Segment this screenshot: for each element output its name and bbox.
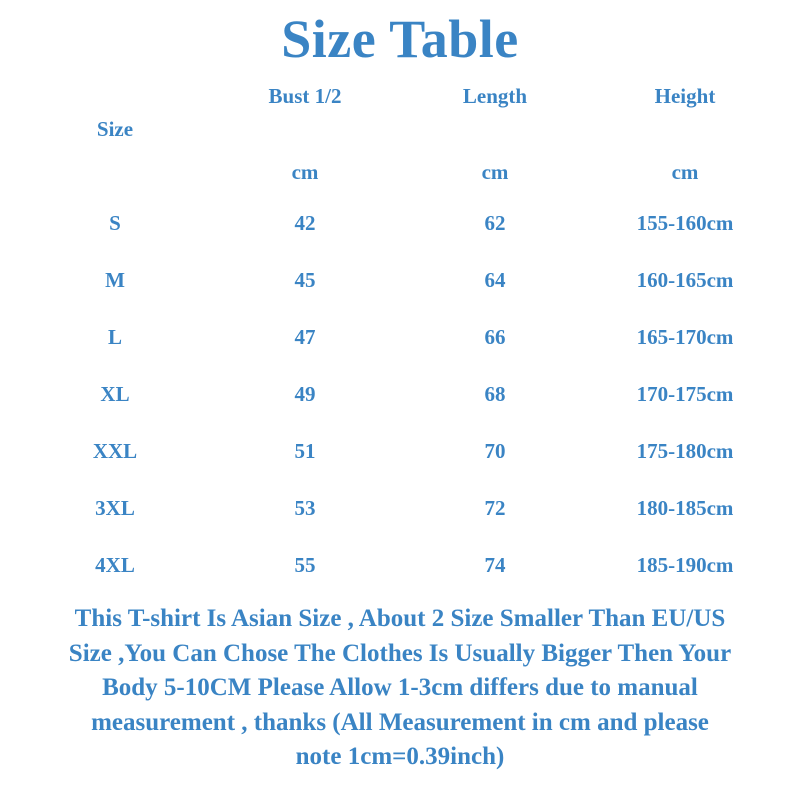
table-row: [20, 480, 780, 537]
note-line-3: Body 5-10CM Please Allow 1-3cm differs due to manual: [102, 674, 698, 702]
cell-bust: 55: [294, 553, 316, 578]
size-chart-page: [0, 10, 800, 810]
cell-length: 74: [484, 553, 506, 578]
note-line-5: note 1cm=0.39inch): [295, 743, 505, 771]
cell-size: XXL: [92, 439, 138, 464]
cell-height: 170-175cm: [636, 382, 734, 407]
header-cell-length: Length: [462, 84, 528, 109]
cell-bust: 51: [294, 439, 316, 464]
cell-length: 62: [484, 211, 506, 236]
table-row: [20, 366, 780, 423]
cell-height: 165-170cm: [636, 325, 734, 350]
cell-size: 4XL: [95, 553, 135, 578]
unit-cell-bust: cm: [291, 159, 319, 184]
table-header-row: [20, 75, 780, 109]
cell-bust: 45: [294, 268, 316, 293]
header-cell-spacer: [20, 75, 210, 109]
cell-size: XL: [100, 382, 130, 407]
cell-size: S: [109, 211, 121, 236]
table-size-label-row: [20, 109, 780, 149]
cell-bust: 42: [294, 211, 316, 236]
table-row: [20, 195, 780, 252]
cell-height: 175-180cm: [636, 439, 734, 464]
note-line-4: measurement , thanks (All Measurement in cm and please: [91, 708, 709, 736]
header-cell-bust: Bust 1/2: [268, 84, 342, 109]
cell-size: M: [105, 268, 125, 293]
cell-size: 3XL: [95, 496, 135, 521]
cell-size: L: [107, 325, 122, 350]
cell-length: 68: [484, 382, 506, 407]
note-line-2: Size ,You Can Chose The Clothes Is Usually Bigger Then Your: [68, 639, 732, 667]
table-row: [20, 252, 780, 309]
table-row: [20, 309, 780, 366]
cell-length: 66: [484, 325, 506, 350]
cell-height: 155-160cm: [636, 211, 734, 236]
unit-cell-length: cm: [481, 159, 509, 184]
note-line-1: This T-shirt Is Asian Size , About 2 Size Smaller Than EU/US: [74, 605, 726, 633]
cell-length: 72: [484, 496, 506, 521]
unit-cell-height: cm: [671, 159, 699, 184]
size-table: [20, 75, 780, 594]
page-title: Size Table: [281, 9, 519, 69]
cell-length: 64: [484, 268, 506, 293]
size-note: [5, 602, 795, 775]
empty-cell-length: [400, 109, 590, 149]
cell-height: 160-165cm: [636, 268, 734, 293]
empty-cell-height: [590, 109, 780, 149]
cell-bust: 47: [294, 325, 316, 350]
cell-bust: 49: [294, 382, 316, 407]
cell-bust: 53: [294, 496, 316, 521]
empty-cell-bust: [210, 109, 400, 149]
cell-height: 185-190cm: [636, 553, 734, 578]
table-row: [20, 423, 780, 480]
table-row: [20, 537, 780, 594]
table-unit-row: [20, 149, 780, 195]
unit-cell-spacer: [20, 149, 210, 195]
header-cell-size: Size: [96, 116, 134, 141]
cell-length: 70: [484, 439, 506, 464]
cell-height: 180-185cm: [636, 496, 734, 521]
header-cell-height: Height: [654, 84, 716, 109]
